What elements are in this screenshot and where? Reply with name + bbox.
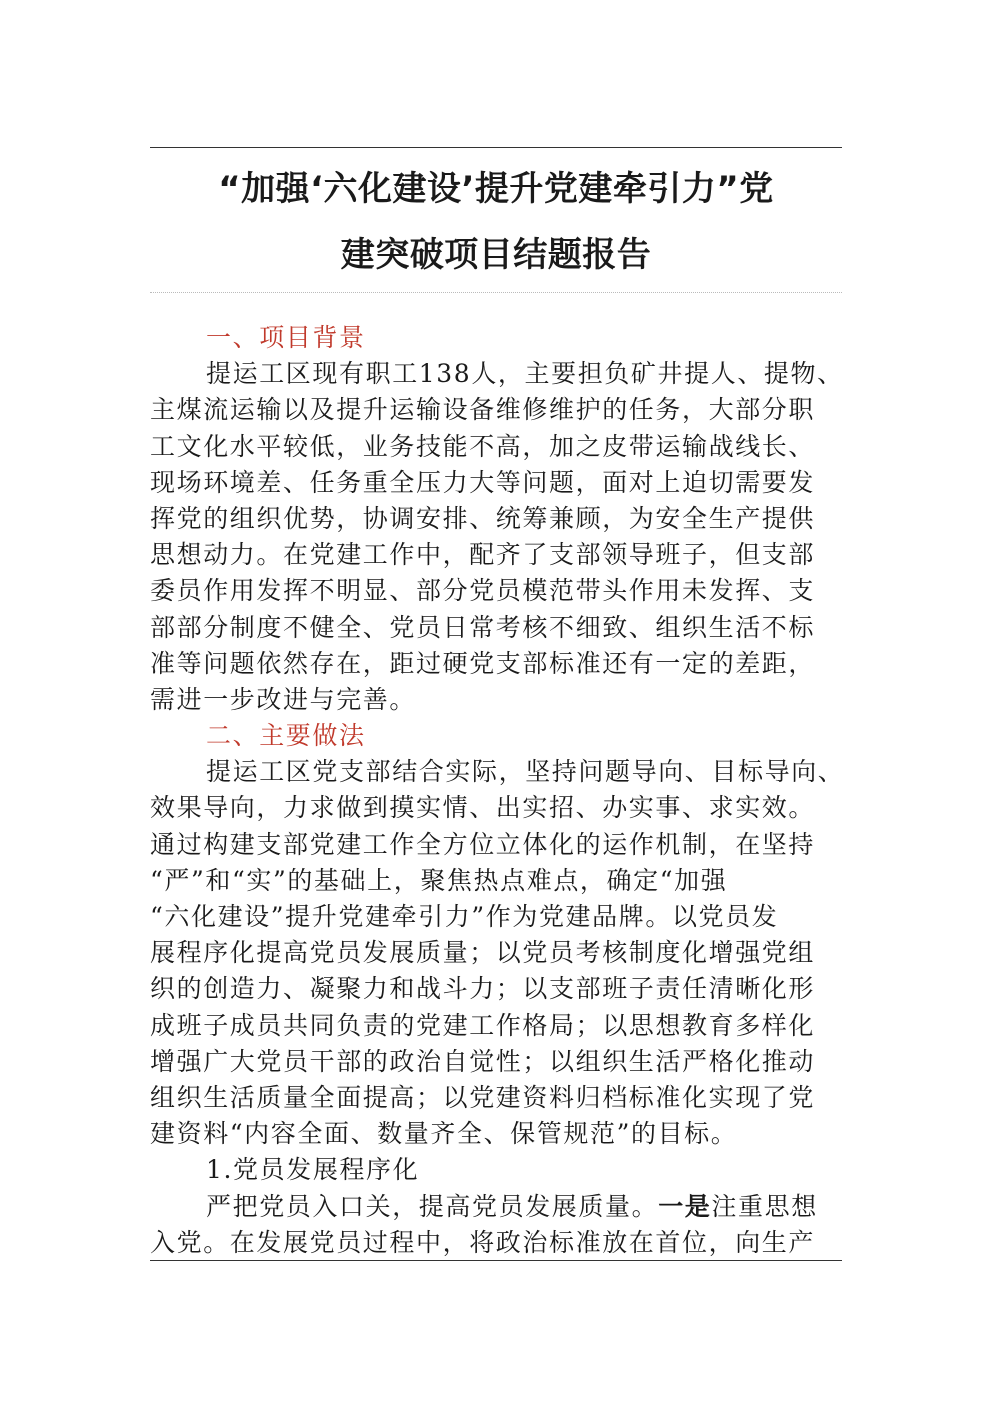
section-1-line: 主煤流运输以及提升运输设备维修维护的任务，大部分职 [150, 395, 816, 425]
document-body [150, 320, 845, 1261]
section-2-line: “六化建设”提升党建牵引力”作为党建品牌。以党员发 [150, 902, 779, 931]
section-2-line: 组织生活质量全面提高；以党建资料归档标准化实现了党 [150, 1082, 816, 1112]
section-1-line: 准等问题依然存在，距过硬党支部标准还有一定的差距， [150, 648, 816, 678]
top-rule [150, 147, 842, 148]
section-2-heading: 二、主要做法 [206, 721, 366, 751]
section-2-line: 增强广大党员干部的政治自觉性；以组织生活严格化推动 [150, 1046, 816, 1076]
subsection-1-line-2: 入党。在发展党员过程中，将政治标准放在首位，向生产 [150, 1227, 816, 1257]
section-2-line: 提运工区党支部结合实际，坚持问题导向、目标导向、 [206, 757, 845, 787]
subsection-1-text-b: 注重思想 [711, 1191, 818, 1221]
title-line-1: “加强‘六化建设’提升党建牵引力”党 [218, 169, 774, 209]
section-1-heading: 一、项目背景 [206, 323, 366, 352]
section-1-line: 现场环境差、任务重全压力大等问题，面对上迫切需要发 [150, 467, 816, 497]
document-title [150, 156, 842, 288]
subsection-1-heading: 1.党员发展程序化 [206, 1155, 420, 1185]
section-1-line: 委员作用发挥不明显、部分党员模范带头作用未发挥、支 [150, 576, 816, 606]
title-line-2: 建突破项目结题报告 [340, 235, 652, 275]
section-2-line: “严”和“实”的基础上，聚焦热点难点，确定“加强 [150, 865, 728, 895]
section-2-line: 展程序化提高党员发展质量；以党员考核制度化增强党组 [150, 938, 816, 968]
section-1-line: 挥党的组织优势，协调安排、统筹兼顾，为安全生产提供 [150, 503, 816, 533]
section-1-line: 思想动力。在党建工作中，配齐了支部领导班子，但支部 [150, 540, 816, 570]
bottom-rule [150, 1260, 842, 1261]
subsection-1-line-1 [150, 1189, 842, 1225]
section-1-line: 提运工区现有职工138人，主要担负矿井提人、提物、 [206, 359, 844, 389]
subsection-1-emphasis: 一是 [658, 1191, 712, 1221]
section-2-line: 织的创造力、凝聚力和战斗力；以支部班子责任清晰化形 [150, 974, 816, 1004]
section-1-line: 部部分制度不健全、党员日常考核不细致、组织生活不标 [150, 612, 816, 642]
subsection-1-text-a: 严把党员入口关，提高党员发展质量。 [206, 1191, 659, 1221]
section-2-line: 效果导向，力求做到摸实情、出实招、办实事、求实效。 [150, 793, 816, 823]
section-1-line: 需进一步改进与完善。 [150, 684, 417, 714]
section-1-line: 工文化水平较低，业务技能不高，加之皮带运输战线长、 [150, 431, 816, 461]
section-2-line: 成班子成员共同负责的党建工作格局；以思想教育多样化 [150, 1010, 816, 1040]
title-separator [150, 292, 842, 293]
section-2-line: 建资料“内容全面、数量齐全、保管规范”的目标。 [150, 1119, 738, 1149]
section-2-line: 通过构建支部党建工作全方位立体化的运作机制，在坚持 [150, 829, 816, 859]
